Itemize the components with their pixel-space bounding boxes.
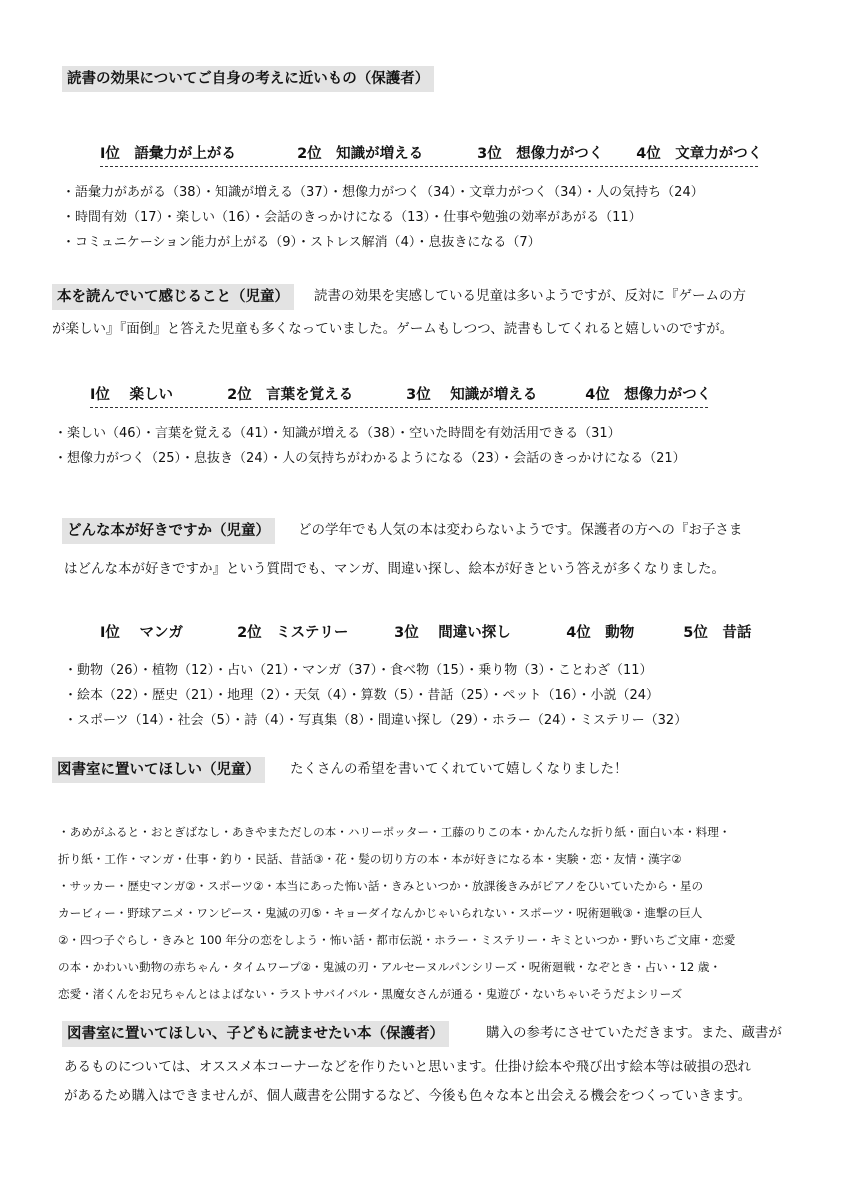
ranking-row-child-feelings [90, 385, 712, 408]
section-comment: 読書の効果を実感している児童は多いようですが、反対に『ゲームの方 [314, 288, 746, 304]
request-list [58, 819, 735, 1008]
rank-2: 2位 ミステリー [237, 625, 349, 641]
list-line: ・コミュニケーション能力が上がる（9）・ストレス解消（4）・息抜きになる（7） [62, 235, 541, 250]
rank-1: Ⅰ位 語彙力が上がる [100, 146, 236, 162]
list-line: ・時間有効（17）・楽しい（16）・会話のきっかけになる（13）・仕事や勉強の効率があがる（11） [62, 210, 642, 225]
ranking-row-parent-effects [100, 144, 763, 167]
section-header-favorite-books: どんな本が好きですか（児童） [62, 518, 275, 544]
list-line: 折り紙・工作・マンガ・仕事・釣り・民話、昔話③・花・髪の切り方の本・本が好きになる本・実験・恋・友情・漢字② [58, 852, 682, 866]
rank-2: 2位 言葉を覚える [227, 387, 354, 403]
rank-5: 5位 昔話 [683, 625, 752, 641]
section-comment: はどんな本が好きですか』という質問でも、マンガ、間違い探し、絵本が好きという答えが多くなりました。 [64, 561, 725, 577]
rank-3: 3位 間違い探し [394, 625, 511, 641]
list-line: ・楽しい（46）・言葉を覚える（41）・知識が増える（38）・空いた時間を有効活用できる（31） [54, 426, 621, 441]
section-header-parent-reading-effects: 読書の効果についてご自身の考えに近いもの（保護者） [62, 66, 434, 92]
section-header-child-feelings: 本を読んでいて感じること（児童） [52, 284, 294, 310]
list-line: ・想像力がつく（25）・息抜き（24）・人の気持ちがわかるようになる（23）・会話のきっかけになる（21） [54, 451, 686, 466]
section-comment: たくさんの希望を書いてくれていて嬉しくなりました！ [290, 761, 628, 777]
rank-3: 3位 知識が増える [406, 387, 538, 403]
list-line: ・スポーツ（14）・社会（5）・詩（4）・写真集（8）・間違い探し（29）・ホラー（24）・ミステリー（32） [64, 713, 688, 728]
section-header-child-requests: 図書室に置いてほしい（児童） [52, 757, 265, 783]
rank-3: 3位 想像力がつく [477, 146, 604, 162]
list-line: ・動物（26）・植物（12）・占い（21）・マンガ（37）・食べ物（15）・乗り物（3）・ことわざ（11） [64, 663, 653, 678]
section-header-parent-requests: 図書室に置いてほしい、子どもに読ませたい本（保護者） [62, 1021, 449, 1047]
list-line: ・サッカー・歴史マンガ②・スポーツ②・本当にあった怖い話・きみといつか・放課後きみがピアノをひいていたから・星の [58, 879, 704, 893]
ranking-row-favorite-books [100, 623, 751, 645]
list-line: の本・かわいい動物の赤ちゃん・タイムワープ②・鬼滅の刃・アルセーヌルパンシリーズ・呪術廻戦・なぞとき・占い・12 歳・ [58, 960, 722, 974]
section-comment: があるため購入はできませんが、個人蔵書を公開するなど、今後も色々な本と出会える機会をつくっていきます。 [64, 1088, 752, 1104]
rank-1: Ⅰ位 楽しい [90, 387, 173, 403]
list-line: ②・四つ子ぐらし・きみと 100 年分の恋をしよう・怖い話・都市伝説・ホラー・ミステリー・キミといつか・野いちご文庫・恋愛 [58, 933, 736, 947]
list-line: カービィー・野球アニメ・ワンピース・鬼滅の刃⑤・キョーダイなんかじゃいられない・スポーツ・呪術廻戦③・進撃の巨人 [58, 906, 703, 920]
section-comment: 購入の参考にさせていただきます。また、蔵書が [486, 1025, 782, 1041]
rank-4: 4位 想像力がつく [585, 387, 712, 403]
list-line: ・あめがふると・おとぎばなし・あきやまただしの本・ハリーポッター・工藤のりこの本・かんたんな折り紙・面白い本・料理・ [58, 825, 731, 839]
section-comment: が楽しい』『面倒』と答えた児童も多くなっていました。ゲームもしつつ、読書もしてくれると嬉しいのですが。 [52, 321, 734, 337]
rank-2: 2位 知識が増える [297, 146, 424, 162]
rank-1: Ⅰ位 マンガ [100, 625, 183, 641]
list-line: ・語彙力があがる（38）・知識が増える（37）・想像力がつく（34）・文章力がつく（34）・人の気持ち（24） [62, 185, 704, 200]
rank-4: 4位 動物 [566, 625, 635, 641]
section-comment: どの学年でも人気の本は変わらないようです。保護者の方への『お子さま [298, 522, 743, 538]
list-line: ・絵本（22）・歴史（21）・地理（2）・天気（4）・算数（5）・昔話（25）・ペット（16）・小説（24） [64, 688, 660, 703]
list-line: 恋愛・渚くんをお兄ちゃんとはよばない・ラストサバイバル・黒魔女さんが通る・鬼遊び・ないちゃいそうだよシリーズ [58, 987, 683, 1001]
section-comment: あるものについては、オススメ本コーナーなどを作りたいと思います。仕掛け絵本や飛び出す絵本等は破損の恐れ [64, 1059, 752, 1075]
rank-4: 4位 文章力がつく [636, 146, 763, 162]
